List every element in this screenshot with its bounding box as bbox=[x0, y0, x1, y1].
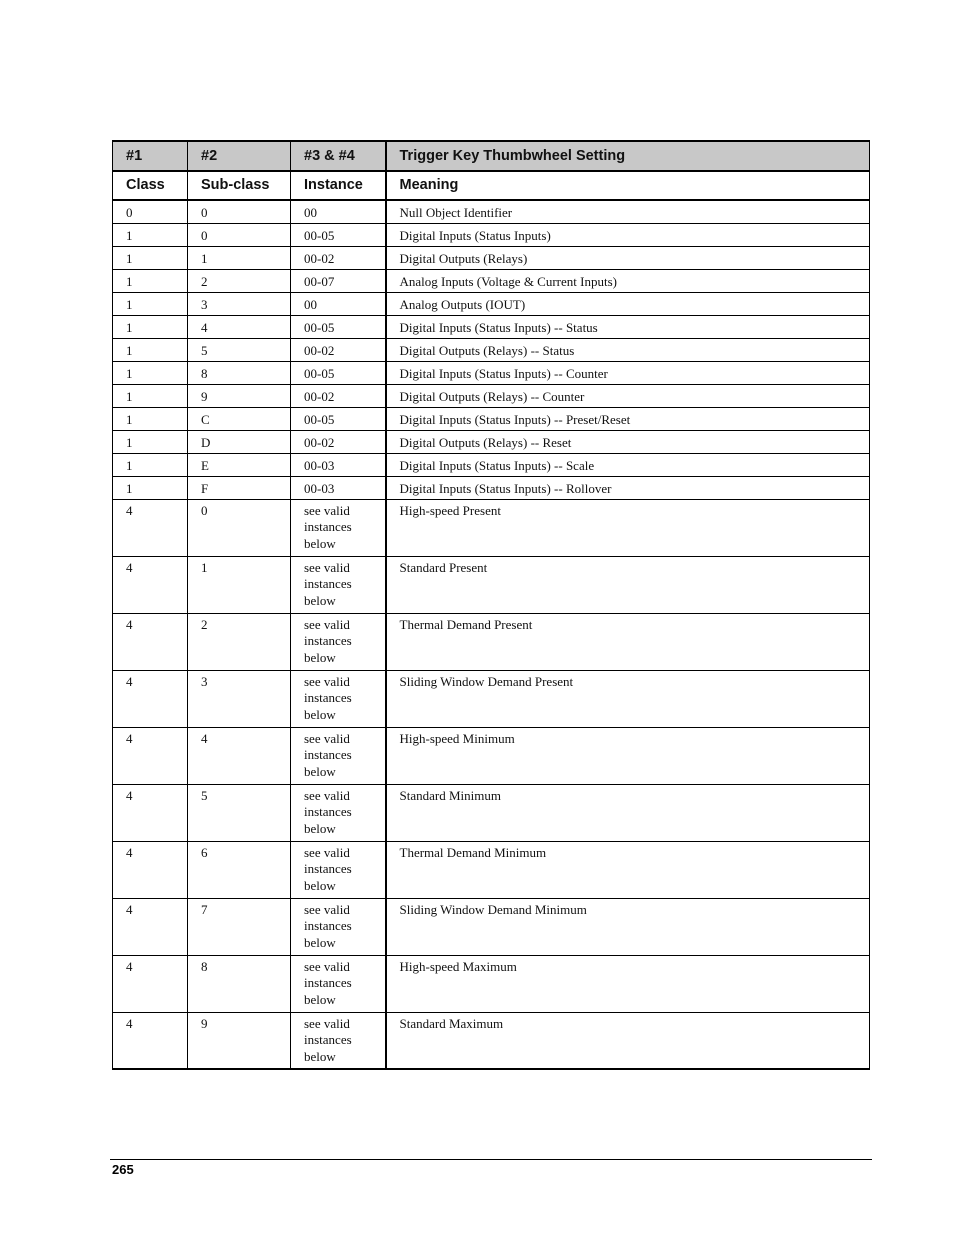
meaning-cell: Standard Minimum bbox=[386, 784, 870, 841]
table-row bbox=[113, 1012, 870, 1069]
instance-cell: see valid instances below bbox=[291, 955, 386, 1012]
class-cell: 1 bbox=[113, 338, 188, 361]
subclass-cell: 0 bbox=[188, 223, 291, 246]
header-cell: #2 bbox=[188, 141, 291, 171]
class-cell: 4 bbox=[113, 727, 188, 784]
meaning-cell: Digital Outputs (Relays) -- Status bbox=[386, 338, 870, 361]
subclass-cell: 5 bbox=[188, 784, 291, 841]
class-cell: 1 bbox=[113, 407, 188, 430]
class-cell: 4 bbox=[113, 499, 188, 556]
class-cell: 1 bbox=[113, 315, 188, 338]
meaning-cell: Digital Outputs (Relays) -- Counter bbox=[386, 384, 870, 407]
header-cell: Meaning bbox=[386, 171, 870, 200]
table-row bbox=[113, 955, 870, 1012]
subclass-cell: E bbox=[188, 453, 291, 476]
meaning-cell: Digital Inputs (Status Inputs) -- Rollover bbox=[386, 476, 870, 499]
page-number: 265 bbox=[112, 1162, 134, 1177]
instance-cell: 00-02 bbox=[291, 338, 386, 361]
class-cell: 0 bbox=[113, 200, 188, 223]
table-row bbox=[113, 430, 870, 453]
header-row-numbers bbox=[113, 141, 870, 171]
table-row bbox=[113, 315, 870, 338]
instance-cell: 00 bbox=[291, 200, 386, 223]
header-cell: #1 bbox=[113, 141, 188, 171]
instance-cell: 00-03 bbox=[291, 453, 386, 476]
table-row bbox=[113, 361, 870, 384]
class-cell: 4 bbox=[113, 841, 188, 898]
header-cell: #3 & #4 bbox=[291, 141, 386, 171]
table-row bbox=[113, 499, 870, 556]
class-cell: 4 bbox=[113, 955, 188, 1012]
trigger-key-table bbox=[112, 140, 870, 1070]
class-cell: 4 bbox=[113, 1012, 188, 1069]
instance-cell: see valid instances below bbox=[291, 670, 386, 727]
subclass-cell: 0 bbox=[188, 499, 291, 556]
header-cell: Instance bbox=[291, 171, 386, 200]
instance-cell: see valid instances below bbox=[291, 556, 386, 613]
class-cell: 4 bbox=[113, 784, 188, 841]
meaning-cell: Digital Inputs (Status Inputs) -- Counter bbox=[386, 361, 870, 384]
subclass-cell: 9 bbox=[188, 1012, 291, 1069]
table-row bbox=[113, 269, 870, 292]
table-row bbox=[113, 407, 870, 430]
table-row bbox=[113, 784, 870, 841]
meaning-cell: Digital Outputs (Relays) -- Reset bbox=[386, 430, 870, 453]
table-row bbox=[113, 613, 870, 670]
instance-cell: see valid instances below bbox=[291, 499, 386, 556]
subclass-cell: 4 bbox=[188, 315, 291, 338]
meaning-cell: Analog Inputs (Voltage & Current Inputs) bbox=[386, 269, 870, 292]
meaning-cell: Sliding Window Demand Minimum bbox=[386, 898, 870, 955]
meaning-cell: Digital Inputs (Status Inputs) -- Preset/Reset bbox=[386, 407, 870, 430]
instance-cell: 00-02 bbox=[291, 384, 386, 407]
table-row bbox=[113, 338, 870, 361]
table-body bbox=[113, 200, 870, 1069]
header-row-names bbox=[113, 171, 870, 200]
table-row bbox=[113, 246, 870, 269]
class-cell: 4 bbox=[113, 613, 188, 670]
subclass-cell: F bbox=[188, 476, 291, 499]
instance-cell: see valid instances below bbox=[291, 784, 386, 841]
subclass-cell: 1 bbox=[188, 556, 291, 613]
header-cell: Trigger Key Thumbwheel Setting bbox=[386, 141, 870, 171]
table-row bbox=[113, 200, 870, 223]
class-cell: 4 bbox=[113, 556, 188, 613]
instance-cell: see valid instances below bbox=[291, 841, 386, 898]
meaning-cell: Sliding Window Demand Present bbox=[386, 670, 870, 727]
instance-cell: 00-05 bbox=[291, 361, 386, 384]
subclass-cell: C bbox=[188, 407, 291, 430]
meaning-cell: Digital Inputs (Status Inputs) -- Scale bbox=[386, 453, 870, 476]
instance-cell: 00-02 bbox=[291, 430, 386, 453]
meaning-cell: Standard Present bbox=[386, 556, 870, 613]
instance-cell: 00-05 bbox=[291, 223, 386, 246]
table-row bbox=[113, 453, 870, 476]
instance-cell: 00-07 bbox=[291, 269, 386, 292]
table-row bbox=[113, 223, 870, 246]
subclass-cell: 0 bbox=[188, 200, 291, 223]
meaning-cell: Digital Inputs (Status Inputs) -- Status bbox=[386, 315, 870, 338]
class-cell: 1 bbox=[113, 292, 188, 315]
meaning-cell: High-speed Minimum bbox=[386, 727, 870, 784]
instance-cell: see valid instances below bbox=[291, 1012, 386, 1069]
subclass-cell: 2 bbox=[188, 269, 291, 292]
subclass-cell: 1 bbox=[188, 246, 291, 269]
subclass-cell: 7 bbox=[188, 898, 291, 955]
table-row bbox=[113, 898, 870, 955]
subclass-cell: 9 bbox=[188, 384, 291, 407]
subclass-cell: 4 bbox=[188, 727, 291, 784]
instance-cell: see valid instances below bbox=[291, 613, 386, 670]
subclass-cell: 3 bbox=[188, 670, 291, 727]
table-row bbox=[113, 670, 870, 727]
class-cell: 4 bbox=[113, 670, 188, 727]
table-row bbox=[113, 727, 870, 784]
subclass-cell: 2 bbox=[188, 613, 291, 670]
instance-cell: see valid instances below bbox=[291, 727, 386, 784]
meaning-cell: Thermal Demand Present bbox=[386, 613, 870, 670]
class-cell: 1 bbox=[113, 269, 188, 292]
table-row bbox=[113, 476, 870, 499]
header-cell: Sub-class bbox=[188, 171, 291, 200]
meaning-cell: Thermal Demand Minimum bbox=[386, 841, 870, 898]
meaning-cell: High-speed Present bbox=[386, 499, 870, 556]
meaning-cell: Standard Maximum bbox=[386, 1012, 870, 1069]
class-cell: 1 bbox=[113, 453, 188, 476]
instance-cell: 00-02 bbox=[291, 246, 386, 269]
table-row bbox=[113, 556, 870, 613]
instance-cell: 00-03 bbox=[291, 476, 386, 499]
class-cell: 1 bbox=[113, 246, 188, 269]
class-cell: 1 bbox=[113, 430, 188, 453]
instance-cell: 00-05 bbox=[291, 315, 386, 338]
meaning-cell: Digital Inputs (Status Inputs) bbox=[386, 223, 870, 246]
class-cell: 1 bbox=[113, 361, 188, 384]
footer-divider bbox=[110, 1159, 872, 1160]
meaning-cell: Null Object Identifier bbox=[386, 200, 870, 223]
table-row bbox=[113, 292, 870, 315]
subclass-cell: 3 bbox=[188, 292, 291, 315]
meaning-cell: High-speed Maximum bbox=[386, 955, 870, 1012]
class-cell: 1 bbox=[113, 223, 188, 246]
class-cell: 1 bbox=[113, 476, 188, 499]
header-cell: Class bbox=[113, 171, 188, 200]
subclass-cell: 6 bbox=[188, 841, 291, 898]
subclass-cell: D bbox=[188, 430, 291, 453]
subclass-cell: 5 bbox=[188, 338, 291, 361]
class-cell: 1 bbox=[113, 384, 188, 407]
subclass-cell: 8 bbox=[188, 955, 291, 1012]
subclass-cell: 8 bbox=[188, 361, 291, 384]
instance-cell: 00 bbox=[291, 292, 386, 315]
meaning-cell: Analog Outputs (IOUT) bbox=[386, 292, 870, 315]
class-cell: 4 bbox=[113, 898, 188, 955]
instance-cell: 00-05 bbox=[291, 407, 386, 430]
instance-cell: see valid instances below bbox=[291, 898, 386, 955]
table-row bbox=[113, 384, 870, 407]
meaning-cell: Digital Outputs (Relays) bbox=[386, 246, 870, 269]
table-row bbox=[113, 841, 870, 898]
